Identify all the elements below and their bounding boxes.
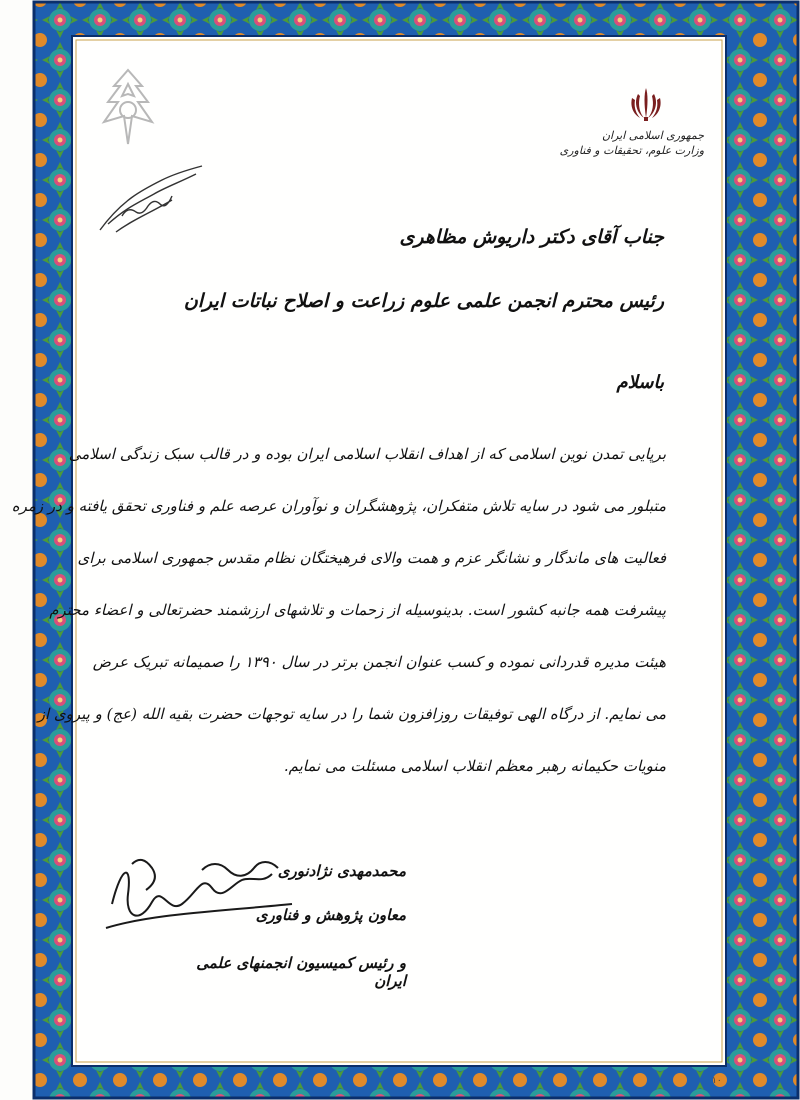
body-line: منویات حکیمانه رهبر معظم انقلاب اسلامی مسئلت می نمایم. — [283, 757, 666, 775]
body-line: هیئت مدیره قدردانی نموده و کسب عنوان انجمن برتر در سال ۱۳۹۰ را صمیمانه تبریک عرض — [92, 653, 666, 671]
signatory-name: محمدمهدی نژادنوری — [277, 862, 406, 880]
body-line: برپایی تمدن نوین اسلامی که از اهداف انقلاب اسلامی ایران بوده و در قالب سبک زندگی اسلامی — [68, 445, 666, 463]
ministry-line-1: جمهوری اسلامی ایران — [601, 129, 704, 142]
body-line: متبلور می شود در سایه تلاش متفکران، پژوهشگران و نوآوران عرصه علم و فناوری تحقق یافته و در زمره — [11, 497, 666, 515]
body-line: می نمایم. از درگاه الهی توفیقات روزافزون شما را در سایه توجهات حضرت بقیه الله (عج) و پیروی از — [37, 705, 666, 723]
letter-body — [11, 428, 666, 792]
ministry-line-2: وزارت علوم، تحقیقات و فناوری — [559, 144, 704, 157]
signatory-title-1: معاون پژوهش و فناوری — [255, 906, 406, 924]
addressee-title: رئیس محترم انجمن علمی علوم زراعت و اصلاح نباتات ایران — [183, 290, 664, 312]
iran-emblem-icon — [628, 84, 664, 124]
signatory-title-2: و رئیس کمیسیون انجمنهای علمی ایران — [196, 954, 406, 990]
page-number: ۱۰ — [712, 1076, 722, 1086]
addressee-name: جناب آقای دکتر داریوش مظاهری — [399, 226, 664, 248]
ministry-header — [534, 128, 704, 158]
greeting: باسلام — [616, 372, 664, 393]
body-line: پیشرفت همه جانبه کشور است. بدینوسیله از زحمات و تلاشهای ارزشمند حضرتعالی و اعضاء محترم — [49, 601, 666, 619]
ministry-seal-logo — [92, 66, 164, 148]
body-line: فعالیت های ماندگار و نشانگر عزم و همت والای فرهیختگان نظام مقدس جمهوری اسلامی برای — [77, 549, 666, 567]
handwritten-signature — [92, 844, 332, 954]
